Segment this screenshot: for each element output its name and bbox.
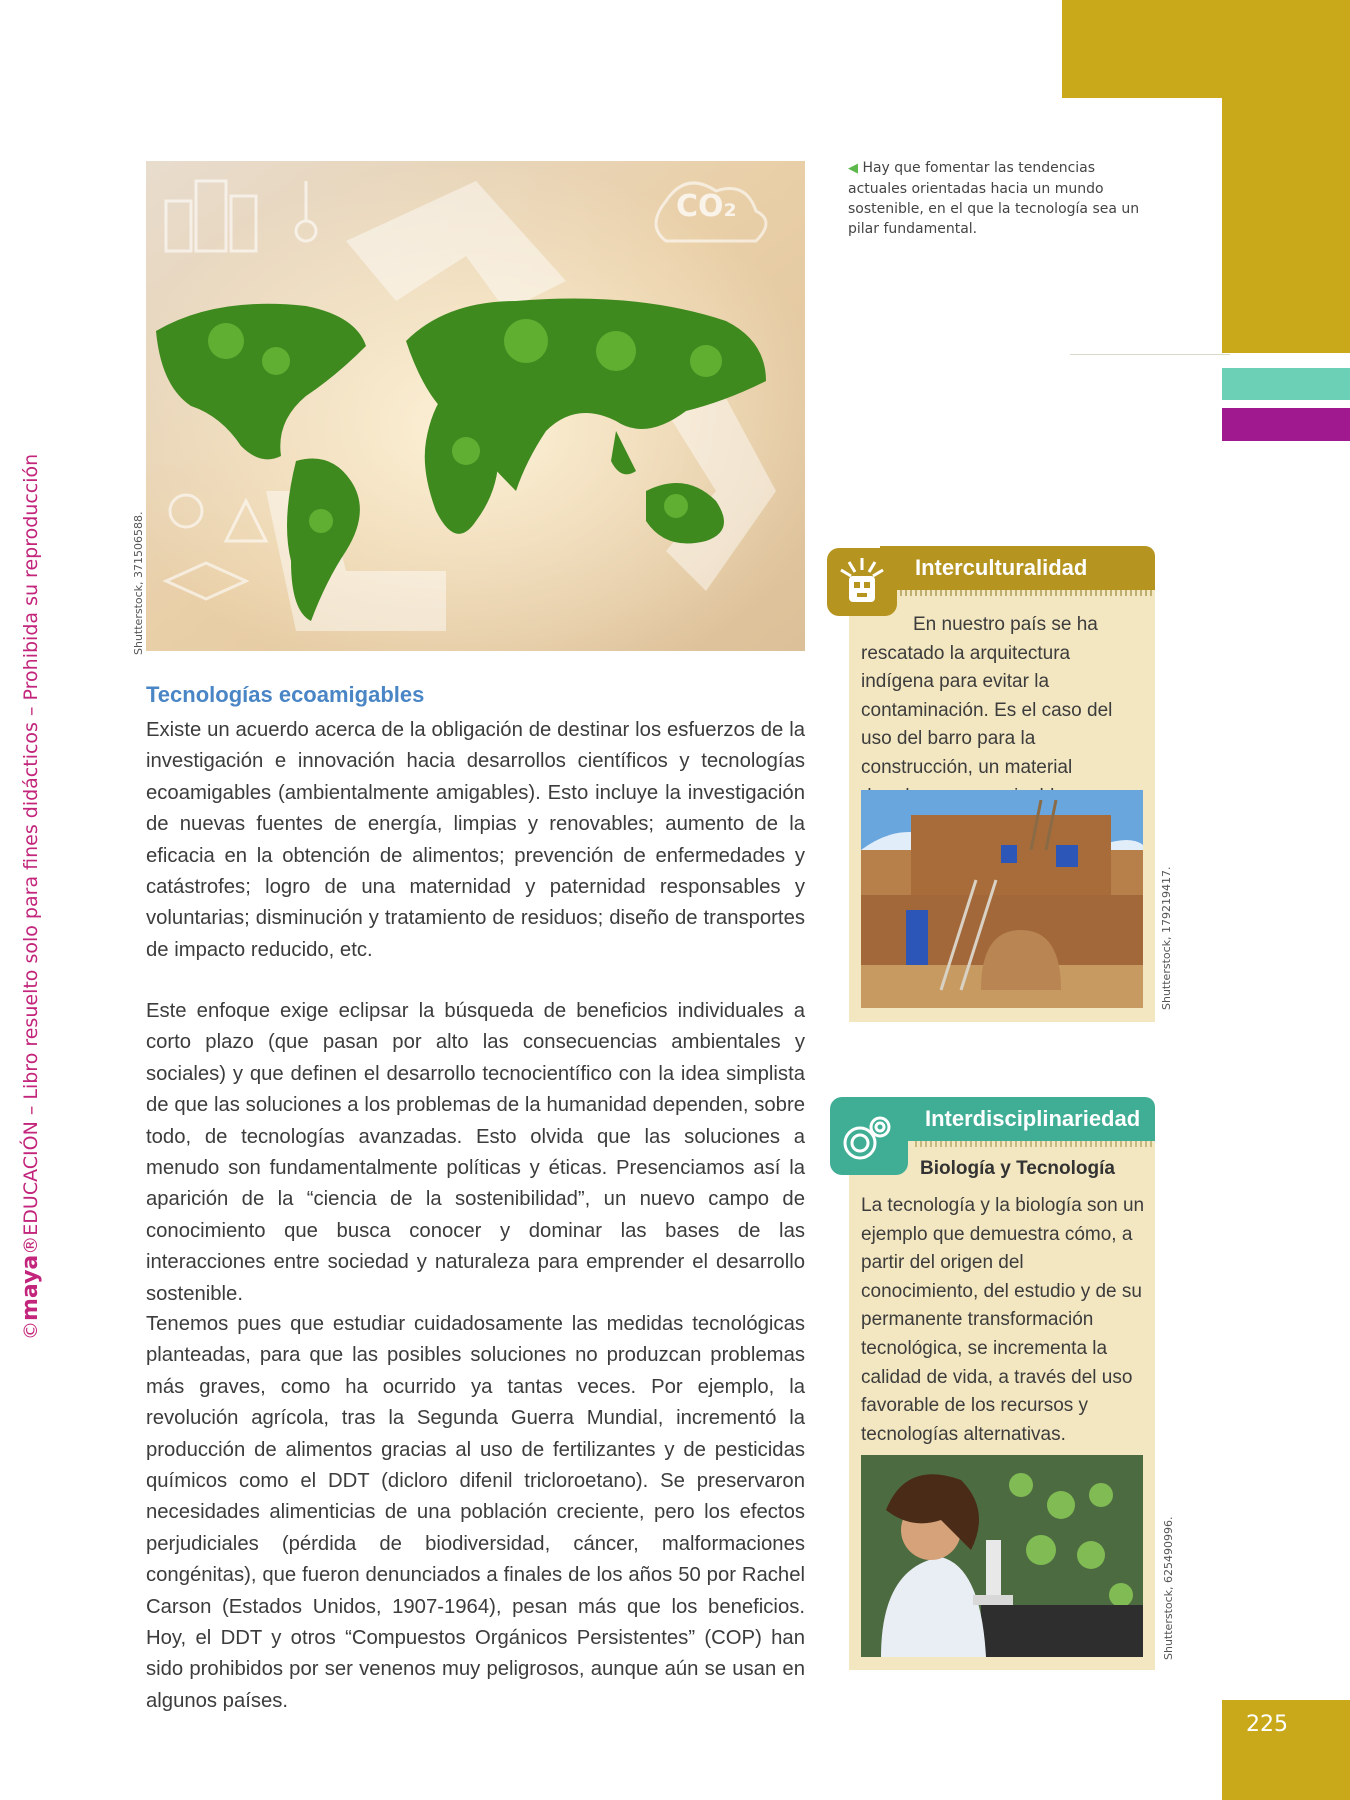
divider: [1070, 354, 1230, 355]
caption-arrow-icon: ◀: [848, 161, 858, 176]
interdisciplinariedad-text: La tecnología y la biología son un ejemplo que demuestra cómo, a partir del origen del conocimiento, del estudio y de su permanente transformación tecnológica, se incrementa la calidad de vida, a través del uso favorable de los recursos y tecnologías alternativas.: [861, 1195, 1145, 1445]
header-divider: [915, 1141, 1155, 1147]
body-paragraph-3: [146, 1309, 805, 1717]
mask-icon: [827, 548, 897, 616]
scientist-image-credit: Shutterstock, 625490996.: [1162, 1516, 1175, 1660]
copyright-text: EDUCACIÓN – Libro resuelto solo para fines didácticos – Prohibida su reproducción: [20, 453, 42, 1236]
interdisciplinariedad-header: [895, 1097, 1155, 1141]
adobe-house-image: [861, 790, 1143, 1008]
scientist-microscope-image: [861, 1455, 1143, 1657]
paragraph-text: Existe un acuerdo acerca de la obligación de destinar los esfuerzos de la investigación e innovación hacia desarrollos científicos y tecnologías ecoamigables (ambientalmente amigables). Esto incluye la investigación de nuevas fuentes de energía, limpias y renovables; aumento de la eficacia en la obtención de alimentos; prevención de enfermedades y catástrofes; logro de una maternidad y paternidad responsables y voluntarias; disminución y tratamiento de residuos; diseño de transportes de impacto reducido, etc.: [146, 719, 805, 961]
teal-tab: [1222, 368, 1350, 400]
brand-name: maya: [18, 1254, 43, 1321]
interculturalidad-title: Interculturalidad: [915, 555, 1088, 580]
copyright-symbol: ©: [20, 1321, 42, 1340]
body-paragraph-2: [146, 996, 805, 1310]
interdisciplinariedad-subtitle: Biología y Tecnología: [920, 1158, 1115, 1179]
image-caption: [848, 158, 1158, 239]
main-image-credit: Shutterstock, 371506588.: [132, 511, 145, 655]
corner-decoration: [1062, 0, 1350, 98]
concentric-circles-icon: [830, 1097, 908, 1175]
page-number: 225: [1246, 1712, 1288, 1737]
interculturalidad-header: [880, 546, 1155, 590]
copyright-notice: [18, 453, 43, 1340]
interdisciplinariedad-title: Interdisciplinariedad: [925, 1106, 1141, 1131]
header-divider: [900, 590, 1155, 596]
body-paragraph-1: [146, 715, 805, 966]
magenta-tab: [1222, 408, 1350, 441]
world-map-image: [146, 161, 805, 651]
side-decoration: [1222, 98, 1350, 353]
adobe-image-credit: Shutterstock, 179219417.: [1160, 866, 1173, 1010]
paragraph-text: Este enfoque exige eclipsar la búsqueda de beneficios individuales a corto plazo (que pasan por alto las consecuencias ambientales y sociales) y que definen el desarrollo tecnocientífico con la idea simplista de que las soluciones a los problemas de la humanidad dependen, sobre todo, de tecnologías avanzadas. Esto olvida que las soluciones a menudo son fundamentalmente políticas y éticas. Presenciamos así la aparición de la “ciencia de la sostenibilidad”, un nuevo campo de conocimiento que busca conocer y dominar las bases de las interacciones entre sociedad y naturaleza para emprender el desarrollo sostenible.: [146, 1000, 805, 1305]
paragraph-text: Tenemos pues que estudiar cuidadosamente las medidas tecnológicas planteadas, para que las posibles soluciones no produzcan problemas más graves, como ha ocurrido ya tantas veces. Por ejemplo, la revolución agrícola, tras la Segunda Guerra Mundial, incrementó la producción de alimentos gracias al uso de fertilizantes y de pesticidas químicos como el DDT (dicloro difenil tricloroetano). Se preservaron necesidades alimenticias de una población creciente, pero los efectos perjudiciales (pérdida de biodiversidad, cáncer, malformaciones congénitas), que fueron denunciados a finales de los años 50 por Rachel Carson (Estados Unidos, 1907-1964), pesan más que los beneficios. Hoy, el DDT y otros “Compuestos Orgánicos Persistentes” (COP) han sido prohibidos por ser venenos muy peligrosos, aunque aún se usan en algunos países.: [146, 1313, 805, 1712]
co2-label: CO₂: [676, 189, 737, 224]
caption-text: Hay que fomentar las tendencias actuales orientadas hacia un mundo sostenible, en el que la tecnología sea un pilar fundamental.: [848, 160, 1140, 237]
registered-mark: ®: [20, 1235, 42, 1255]
section-heading: Tecnologías ecoamigables: [146, 682, 425, 707]
interculturalidad-text: En nuestro país se ha rescatado la arquitectura indígena para evitar la contaminación. Es el caso del uso del barro para la construcción, un material: [861, 614, 1113, 778]
world-map-illustration: [146, 161, 805, 651]
